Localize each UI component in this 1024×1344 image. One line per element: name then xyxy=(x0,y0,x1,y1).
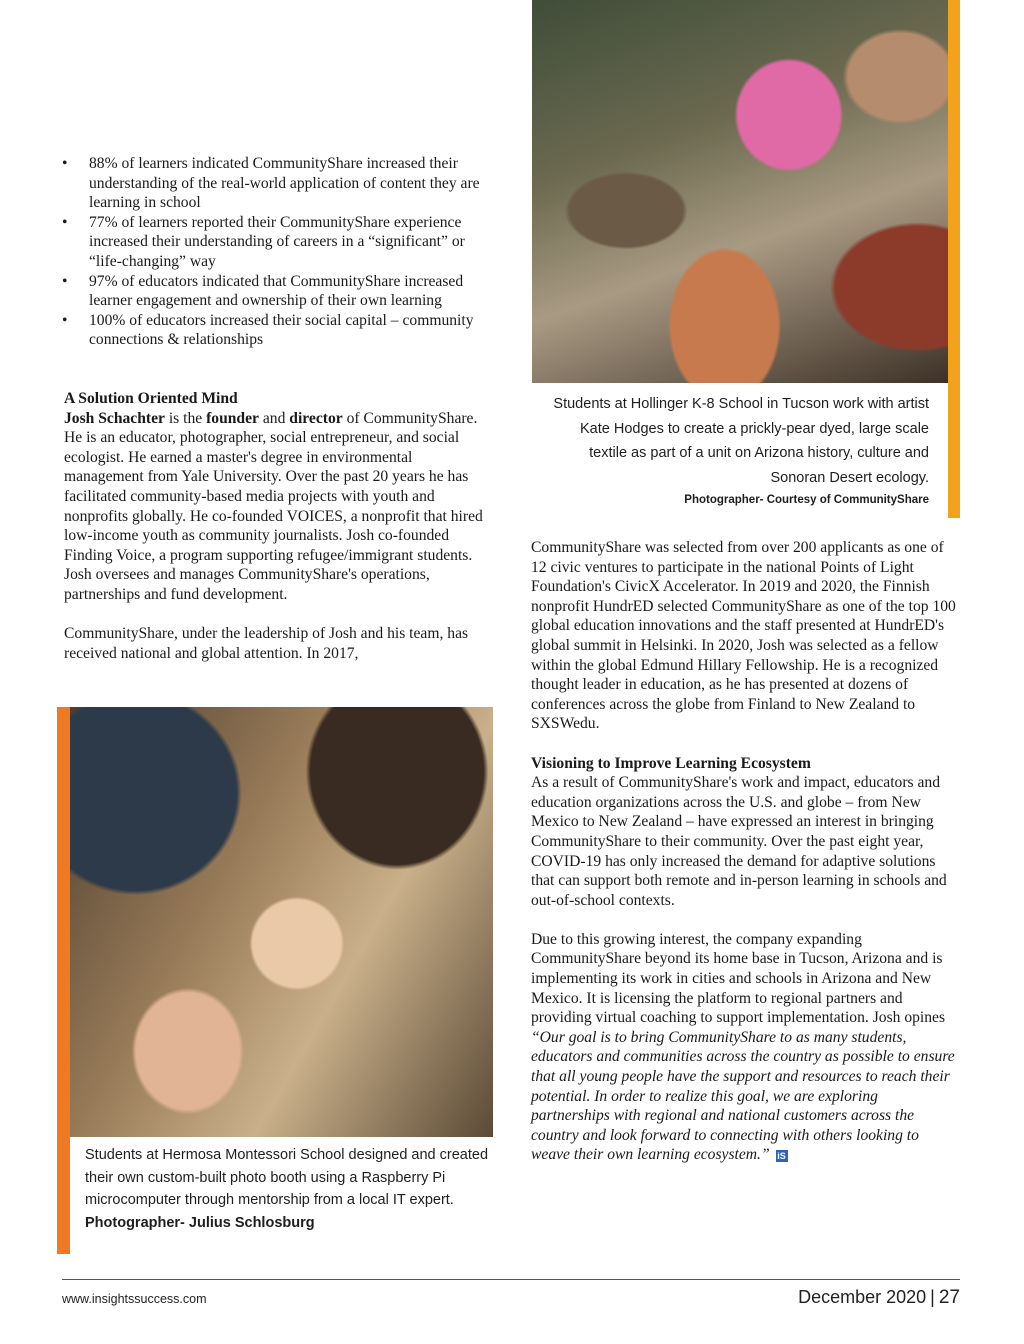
bullet-item: • 77% of learners reported their CommunityShare experience increased their understanding of careers in a “significant” or “life-changing” way xyxy=(62,213,465,270)
stats-bullet-list xyxy=(62,154,492,350)
footer-website: www.insightssuccess.com xyxy=(62,1292,207,1306)
attention-paragraph: CommunityShare, under the leadership of Josh and his team, has received national and global attention. In 2017, xyxy=(64,625,469,662)
footer-issue: December 2020 | 27 xyxy=(798,1287,960,1308)
students-textile-photo xyxy=(532,0,960,383)
photo-accent-bar xyxy=(948,0,960,518)
bullet-item: • 88% of learners indicated CommunityShare increased their understanding of the real-world application of content they are learning in school xyxy=(62,155,480,212)
page-number: 27 xyxy=(938,1287,960,1308)
issue-date: December 2020 xyxy=(798,1287,927,1307)
right-article-column xyxy=(531,538,959,1165)
photo-caption-bottom: Students at Hermosa Montessori School designed and created their own custom-built photo booth using a Raspberry Pi microcomputer through mentorship from a local IT expert. Photographer- Julius Schlosburg xyxy=(85,1144,495,1234)
expansion-paragraph: Due to this growing interest, the company expanding CommunityShare beyond its home base in Tucson, Arizona and is implementing its work in cities and schools in Arizona and New Mexico. It is licensing the platform to regional partners and providing virtual coaching to support implementation. Josh opines “Our goal is to bring CommunityShare to as many students, educators and communities across the country as possible to ensure that all young people have the support and resources to reach their potential. In order to realize this goal, we are exploring partnerships with regional and national customers across the country and look forward to connecting with others looking to weave their own learning ecosystem.” iS xyxy=(531,930,955,1164)
bullet-item: • 100% of educators increased their social capital – community connections & relationships xyxy=(62,311,474,349)
josh-quote: “Our goal is to bring CommunityShare to as many students, educators and communities across the country as possible to ensure that all young people have the support and resources to reach their potential. In order to realize this goal, we are exploring partnerships with regional and national customers across the country and look forward to connecting with others looking to weave their own learning ecosystem.” xyxy=(531,1028,955,1164)
photo-credit: Photographer- Julius Schlosburg xyxy=(85,1214,315,1231)
section-heading: Visioning to Improve Learning Ecosystem xyxy=(531,754,811,772)
photo-caption-top: Students at Hollinger K-8 School in Tucson work with artist Kate Hodges to create a prickly-pear dyed, large scale textile as part of a unit on Arizona history, culture and Sonoran Desert ecology. Photographer- Courtesy of CommunityShare xyxy=(540,392,929,510)
students-raspberry-pi-photo xyxy=(57,707,493,1137)
bullet-item: • 97% of educators indicated that CommunityShare increased learner engagement and ownership of their own learning xyxy=(62,272,464,310)
bio-paragraph: Josh Schachter is the founder and director of CommunityShare. He is an educator, photographer, social entrepreneur, and social ecologist. He earned a master's degree in environmental management from Yale University. Over the past 20 years he has facilitated community-based media projects with youth and nonprofits globally. He co-founded VOICES, a nonprofit that hired low-income youth as community journalists. Josh co-founded Finding Voice, a program supporting refugee/immigrant students. Josh oversees and manages CommunityShare's operations, partnerships and fund development. xyxy=(64,409,483,603)
section-heading: A Solution Oriented Mind xyxy=(64,390,238,407)
interest-paragraph: As a result of CommunityShare's work and impact, educators and education organizations across the U.S. and globe – from New Mexico to New Zealand – have expressed an interest in bringing CommunityShare to their community. Over the past eight year, COVID-19 has only increased the demand for adaptive solutions that can support both remote and in-person learning in schools and out-of-school contexts. xyxy=(531,774,947,909)
end-mark-icon: iS xyxy=(777,1150,786,1161)
recognition-paragraph: CommunityShare was selected from over 200 applicants as one of 12 civic ventures to participate in the national Points of Light Foundation's CivicX Accelerator. In 2019 and 2020, the Finnish nonprofit HundrED selected CommunityShare as one of the top 100 global education innovations and the staff presented at HundrED's global summit in Helsinki. In 2020, Josh was selected as a fellow within the global Edmund Hillary Fellowship. He is a recognized thought leader in education, as he has presented at dozens of conferences across the globe from Finland to New Zealand to SXSWedu. xyxy=(531,539,956,733)
photo-accent-bar xyxy=(57,707,70,1254)
left-article-column xyxy=(64,389,494,663)
footer-divider xyxy=(62,1279,960,1280)
photo-credit: Photographer- Courtesy of CommunityShare xyxy=(684,494,929,506)
